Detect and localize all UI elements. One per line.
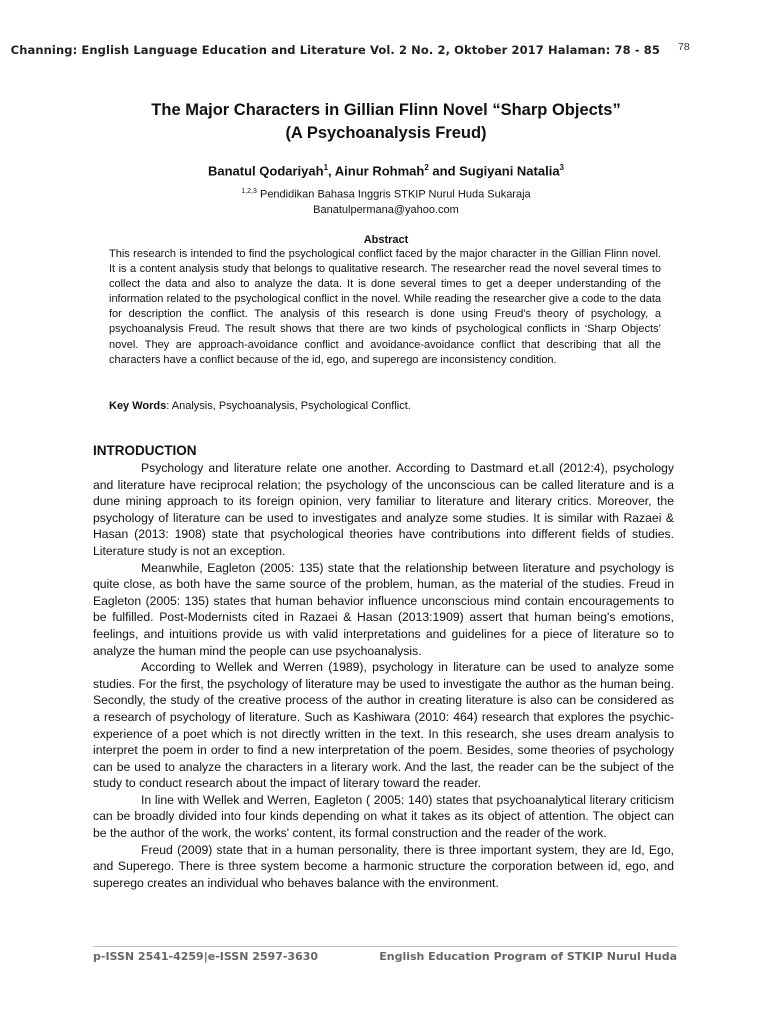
author-1-sup: 1	[323, 163, 329, 172]
intro-paragraph-4: In line with Wellek and Werren, Eagleton ( 2005: 140) states that psychoanalytical literary criticism can be broadly divided into four kinds depending on what it takes as its object of attention. The object can be the author of the work, the works' content, its formal construction and the reader of the work.	[93, 792, 674, 841]
keywords	[109, 400, 661, 412]
author-list	[80, 163, 692, 178]
footer-issn: p-ISSN 2541-4259|e-ISSN 2597-3630	[93, 950, 319, 963]
author-2: Ainur Rohmah	[334, 163, 425, 179]
abstract-heading: Abstract	[363, 234, 409, 246]
abstract-body: This research is intended to find the psychological conflict faced by the major character in the Gillian Flinn novel. It is a content analysis study that belongs to qualitative research. The researcher read the novel several times to collect the data and also to analyze the data. It is done several times to get a deeper understanding of the information related to the psychological conflict in the novel. While reading the researcher give a code to the data for description the conflict. The analysis of this research is done using Freud's theory of psychology, a psychoanalysis Freud. The result shows that there are two kinds of psychological conflicts in ‘Sharp Objects’ novel. They are approach-avoidance conflict and avoidance-avoidance conflict that describing that all the characters have a conflict because of the id, ego, and superego are inconsistency condition.	[109, 248, 661, 366]
paper-title	[80, 99, 692, 145]
affiliation	[80, 184, 692, 218]
intro-paragraph-3: According to Wellek and Werren (1989), psychology in literature can be used to analyze some studies. For the first, the psychology of literature may be used to investigate the author as the human being. Secondly, the study of the creative process of the author in creating literature is also can be considered as a research of psychology of literature. Such as Kashiwara (2010: 464) research that explores the psychic-experience of a poet which is not directly written in the text. In this research, she uses dream analysis to interpret the poem in order to find a new interpretation of the poem. Besides, some theories of psychology can be used to analyze the characters in a literary work. And the last, the reader can be the subject of the study to conduct research about the impact of literary toward the reader.	[93, 660, 674, 791]
affiliation-line	[80, 184, 692, 203]
footer-divider	[93, 946, 677, 947]
keywords-label: Key Words	[109, 400, 167, 412]
keywords-text: : Analysis, Psychoanalysis, Psychological Conflict.	[166, 400, 411, 412]
intro-paragraph-1: Psychology and literature relate one another. According to Dastmard et.all (2012:4), psychology and literature have reciprocal relation; the psychology of the unconscious can be called literature and is a dune mining approach to its foreign opinion, very familiar to literature and literary critics. Moreover, the psychology of literature can be used to investigates and analyze some studies. It is similar with Razaei & Hasan (2013: 1908) state that psychological theories have contributions into different fields of studies. Literature study is not an exception.	[93, 461, 674, 558]
title-line-2: (A Psychoanalysis Freud)	[285, 124, 487, 142]
intro-paragraph-2: Meanwhile, Eagleton (2005: 135) state that the relationship between literature and psychology is quite close, as both have the same source of the problem, human, as the material of the studies. Freud in Eagleton (2005: 135) states that human behavior influence unconscious mind contain encouragements to be fulfilled. Post-Modernists cited in Razaei & Hasan (2013:1909) assert that human being's emotions, feelings, and intuitions provide us with valid interpretations and guidelines for a piece of literature so to analyze the human mind the people can use psychoanalysis.	[93, 560, 674, 658]
author-sep-2: and	[428, 163, 460, 179]
footer-program: English Education Program of STKIP Nurul Huda	[379, 950, 677, 963]
author-2-sup: 2	[424, 163, 429, 172]
page-number: 78	[678, 41, 690, 53]
author-3: Sugiyani Natalia	[459, 163, 560, 179]
affiliation-institution: Pendidikan Bahasa Inggris STKIP Nurul Huda Sukaraja	[256, 188, 531, 201]
author-3-sup: 3	[559, 163, 564, 172]
author-1: Banatul Qodariyah	[207, 163, 324, 179]
introduction-body	[93, 460, 674, 891]
author-sep-1: ,	[328, 163, 335, 179]
affiliation-email: Banatulpermana@yahoo.com	[313, 203, 459, 216]
running-head: Channing: English Language Education and Literature Vol. 2 No. 2, Oktober 2017 Halaman: 78 - 85	[10, 43, 660, 57]
intro-paragraph-5: Freud (2009) state that in a human personality, there is three important system, they are Id, Ego, and Superego. There is three system become a harmonic structure the corporation between id, ego, and superego creates an individual who behaves balance with the environment.	[93, 842, 674, 890]
title-line-1: The Major Characters in Gillian Flinn Novel “Sharp Objects”	[151, 101, 621, 119]
introduction-heading: INTRODUCTION	[93, 443, 197, 458]
affiliation-sup: 1,2,3	[241, 188, 257, 195]
